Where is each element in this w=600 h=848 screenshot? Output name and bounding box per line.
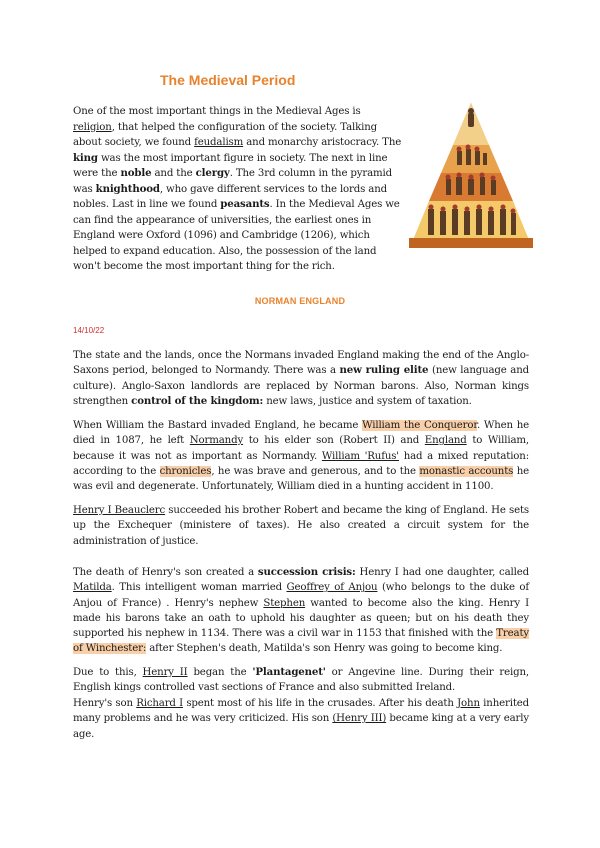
link-normandy[interactable]: Normandy [189, 435, 244, 447]
term-knighthood: knighthood [95, 182, 160, 195]
term-control-kingdom: control of the kingdom: [131, 394, 264, 407]
paragraph-succession-crisis: The death of Henry's son created a succession crisis: Henry I had one daughter, called Matilda. This intelligent woman married Geoffrey of Anjou (who belongs to the duke of Anjou of France) . Henry's nephew Stephen wanted to become also the king. Henry I made his barons take an oath to uphold his daughter as queen; but on his death they supported his nephew in 1134. There was a civil war in 1153 that finished with the Treaty of Winchester: after Stephen's death, Matilda's son Henry was going to become king. [73, 566, 530, 655]
feudal-pyramid-image [406, 95, 536, 260]
term-king: king [73, 151, 98, 164]
link-henry-iii[interactable]: (Henry III) [332, 713, 387, 725]
term-plantagenet: 'Plantagenet' [252, 666, 326, 678]
term-clergy: clergy [195, 167, 230, 179]
feudal-pyramid-illustration [406, 95, 536, 260]
section-heading: NORMAN ENGLAND [254, 296, 346, 306]
link-religion[interactable]: religion [73, 121, 112, 133]
highlight-monastic-accounts: monastic accounts [419, 465, 514, 477]
paragraph-norman-rule: The state and the lands, once the Normans invaded England making the end of the Anglo-Saxons period, belonged to Normandy. There was a new ruling elite (new language and culture). Anglo-Saxon landlords are replaced by Norman barons. Also, Norman kings strengthen control of the kingdom: new laws, justice and system of taxation. [73, 350, 529, 407]
link-henry-ii[interactable]: Henry II [142, 667, 188, 678]
link-england[interactable]: England [424, 435, 467, 447]
paragraph-william: When William the Bastard invaded England, he became William the Conqueror. When he died in 1087, he left Normandy to his elder son (Robert II) and England to William, because it was not as important as Normandy. William 'Rufus' had a mixed reputation: according to the chronicles, he was brave and generous, and to the monastic accounts he was evil and degenerate. Unfortunately, William died in a hunting accident in 1100. [73, 420, 530, 493]
link-henry-beauclerc[interactable]: Henry I Beauclerc [73, 505, 166, 516]
link-feudalism[interactable]: feudalism [194, 137, 244, 148]
date-label: 14/10/22 [73, 326, 105, 335]
term-ruling-elite: new ruling elite [339, 364, 429, 377]
term-peasants: peasants [220, 198, 270, 210]
link-william-rufus[interactable]: William 'Rufus' [321, 450, 399, 462]
page-title: The Medieval Period [160, 72, 296, 88]
link-john[interactable]: John [457, 698, 480, 709]
highlight-treaty-winchester: Treaty of Winchester: [73, 628, 529, 655]
term-succession-crisis: succession crisis: [257, 566, 356, 578]
link-matilda[interactable]: Matilda [73, 582, 112, 594]
term-noble: noble [120, 167, 152, 179]
highlight-william-conqueror: William the Conqueror [362, 420, 477, 431]
paragraph-plantagenet: Due to this, Henry II began the 'Plantagenet' or Angevine line. During their reign, English kings controlled vast sections of France and also submitted Ireland. [73, 666, 529, 694]
paragraph-henry-beauclerc: Henry I Beauclerc succeeded his brother Robert and became the king of England. He sets up the Exchequer (ministere of taxes). He also created a circuit system for the administration of justice. [73, 505, 529, 547]
link-geoffrey-of-anjou[interactable]: Geoffrey of Anjou [286, 582, 378, 594]
paragraph-richard-john: Henry's son Richard I spent most of his life in the crusades. After his death John inherited many problems and he was very criticized. His son (Henry III) became king at a very early age. [73, 698, 530, 740]
link-richard-i[interactable]: Richard I [136, 698, 183, 709]
highlight-chronicles: chronicles [159, 465, 212, 477]
link-stephen[interactable]: Stephen [263, 597, 306, 609]
intro-paragraph: One of the most important things in the Medieval Ages is religion, that helped the configuration of the society. Talking about society, we found feudalism and monarchy aristocracy. The king was the most important figure in society. The next in line were the noble and the clergy. The 3rd column in the pyramid was knighthood, who gave different services to the lords and nobles. Last in line we found peasants. In the Medieval Ages we can find the appearance of universities, the earliest ones in England were Oxford (1096) and Cambridge (1206), which helped to expand education. Also, the possession of the land won't become the most important thing for the rich. [73, 106, 402, 272]
